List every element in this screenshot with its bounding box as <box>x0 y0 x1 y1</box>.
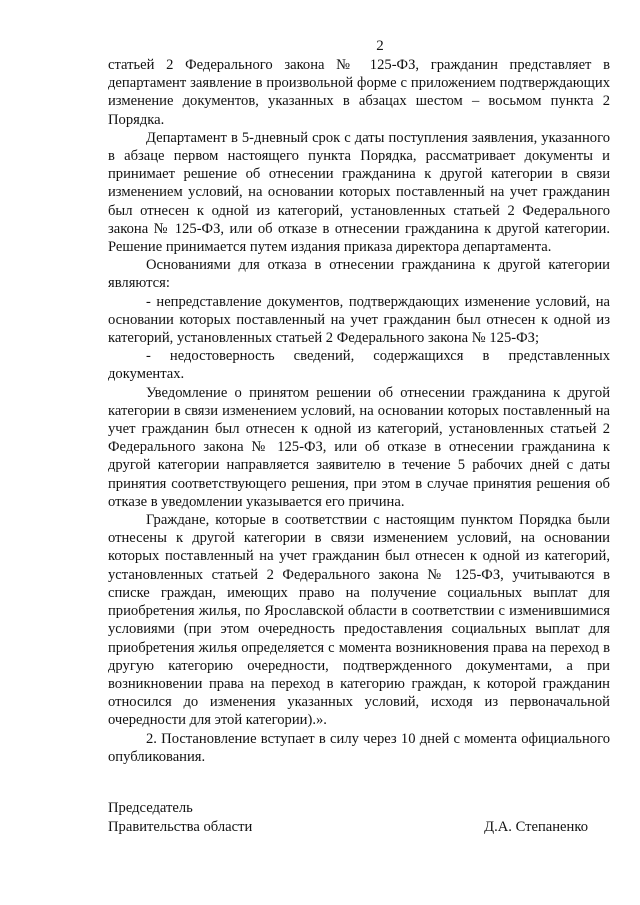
paragraph-refusal-grounds: Основаниями для отказа в отнесении гражданина к другой категории являются: <box>108 257 610 292</box>
page-number: 2 <box>376 38 384 54</box>
list-item-non-submission: - непредставление документов, подтверждающих изменение условий, на основании которых поставленный на учет гражданин был отнесен к одной из категорий, установленных статьей 2 Федерального закона № 125-ФЗ; <box>108 293 610 347</box>
signer-name: Д.А. Степаненко <box>484 819 588 835</box>
paragraph-continuation: статьей 2 Федерального закона № 125-ФЗ, гражданин представляет в департамент заявление в произвольной форме с приложением подтверждающих изменение документов, указанных в абзацах шестом – восьмом пункта 2 Порядка. <box>108 57 610 128</box>
paragraph-department-decision: Департамент в 5-дневный срок с даты поступления заявления, указанного в абзаце первом настоящего пункта Порядка, рассматривает документы и принимает решение об отнесении гражданина к другой категории в связи изменением условий, на основании которых поставленный на учет гражданин был отнесен к одной из категорий, установленных статьей 2 Федерального закона № 125-ФЗ, или об отказе в отнесении гражданина к другой категории. Решение принимается путем издания приказа директора департамента. <box>108 129 610 256</box>
signer-position: Председатель <box>108 800 193 816</box>
signature-block <box>108 799 610 837</box>
document-body <box>108 56 610 766</box>
paragraph-notification: Уведомление о принятом решении об отнесении гражданина к другой категории в связи изменением условий, на основании которых поставленный на учет гражданин был отнесен к одной из категорий, установленных статьей 2 Федерального закона № 125-ФЗ, или об отказе в отнесении гражданина к другой категории направляется заявителю в течение 5 рабочих дней с даты принятия соответствующего решения, при этом в случае принятия решения об отказе в уведомлении указывается его причина. <box>108 384 610 510</box>
paragraph-effective-date: 2. Постановление вступает в силу через 10 дней с момента официального опубликования. <box>108 730 610 765</box>
signature-title-line-2 <box>108 818 610 837</box>
signer-organization: Правительства области <box>108 819 253 835</box>
paragraph-citizens-accounting: Граждане, которые в соответствии с настоящим пунктом Порядка были отнесены к другой категории в связи изменением условий, на основании которых поставленный на учет гражданин был отнесен к одной из категорий, установленных статьей 2 Федерального закона № 125-ФЗ, учитываются в списке граждан, имеющих право на получение социальных выплат для приобретения жилья, по Ярославской области в соответствии с изменившимися условиями (при этом очередность предоставления социальных выплат для приобретения жилья определяется с момента возникновения права на переход в другую категорию очередности, подтвержденного документами, а при возникновении права на переход в категорию граждан, к которой гражданин относился до изменения указанных условий, исходя из первоначальной очередности для этой категории).». <box>108 512 610 729</box>
signature-title-line-1 <box>108 799 610 818</box>
list-item-unreliable-info: - недостоверность сведений, содержащихся в представленных документах. <box>108 348 610 383</box>
